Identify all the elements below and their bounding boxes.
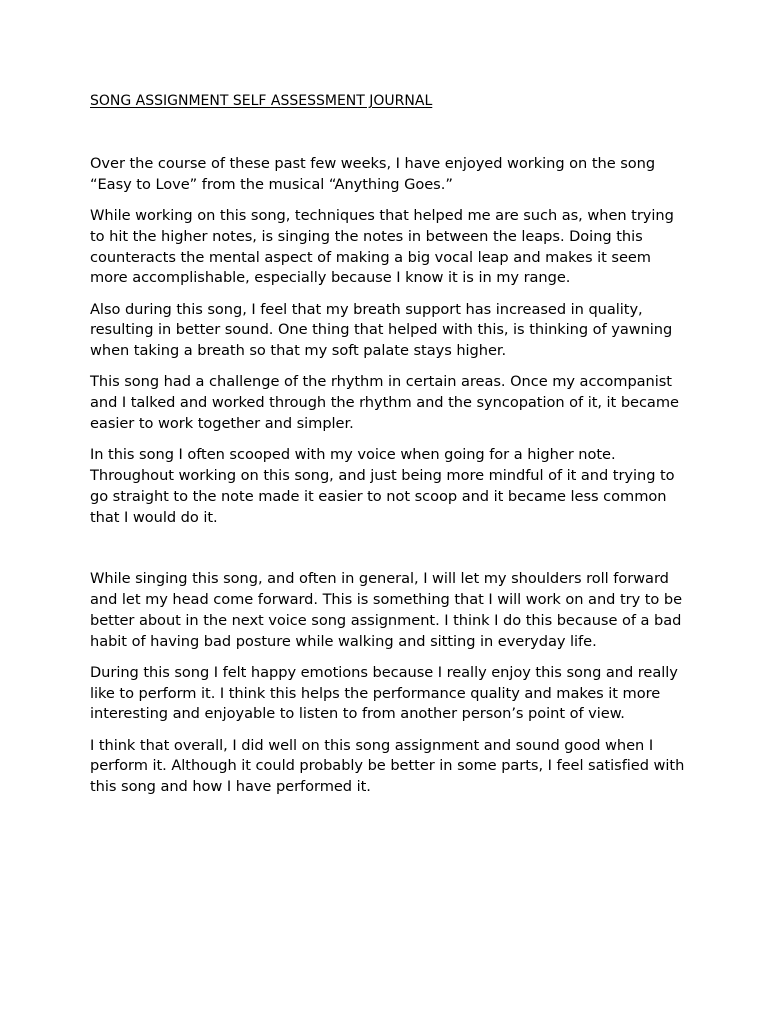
paragraph-techniques: While working on this song, techniques that helped me are such as, when trying to hit the higher notes, is singing the notes in between the leaps. Doing this counteracts the mental aspect of making a big vocal leap and makes it seem more accomplishable, especially because I know it is in my range. — [90, 206, 674, 287]
paragraph-breath-support: Also during this song, I feel that my breath support has increased in quality, resulting in better sound. One thing that helped with this, is thinking of yawning when taking a breath so that my soft palate stays higher. — [90, 300, 673, 360]
document-title: SONG ASSIGNMENT SELF ASSESSMENT JOURNAL — [90, 93, 433, 109]
paragraph-emotions: During this song I felt happy emotions because I really enjoy this song and really like to perform it. I think this helps the performance quality and makes it more interesting and enjoyable to listen to from another person’s point of view. — [90, 663, 678, 723]
document-page — [90, 91, 690, 808]
paragraph-conclusion: I think that overall, I did well on this song assignment and sound good when I perform it. Although it could probably be better in some parts, I feel satisfied with this song and how I have performed it. — [90, 736, 685, 796]
paragraph-scooping: In this song I often scooped with my voice when going for a higher note. Throughout working on this song, and just being more mindful of it and trying to go straight to the note made it easier to not scoop and it became less common that I would do it. — [90, 446, 675, 526]
paragraph-intro: Over the course of these past few weeks, I have enjoyed working on the song “Easy to Love” from the musical “Anything Goes.” — [90, 155, 656, 193]
paragraph-rhythm: This song had a challenge of the rhythm in certain areas. Once my accompanist and I talked and worked through the rhythm and the syncopation of it, it became easier to work together and simpler. — [90, 373, 679, 432]
paragraph-posture: While singing this song, and often in general, I will let my shoulders roll forward and let my head come forward. This is something that I will work on and try to be better about in the next voice song assignment. I think I do this because of a bad habit of having bad posture while walking and sitting in everyday life. — [90, 570, 683, 650]
